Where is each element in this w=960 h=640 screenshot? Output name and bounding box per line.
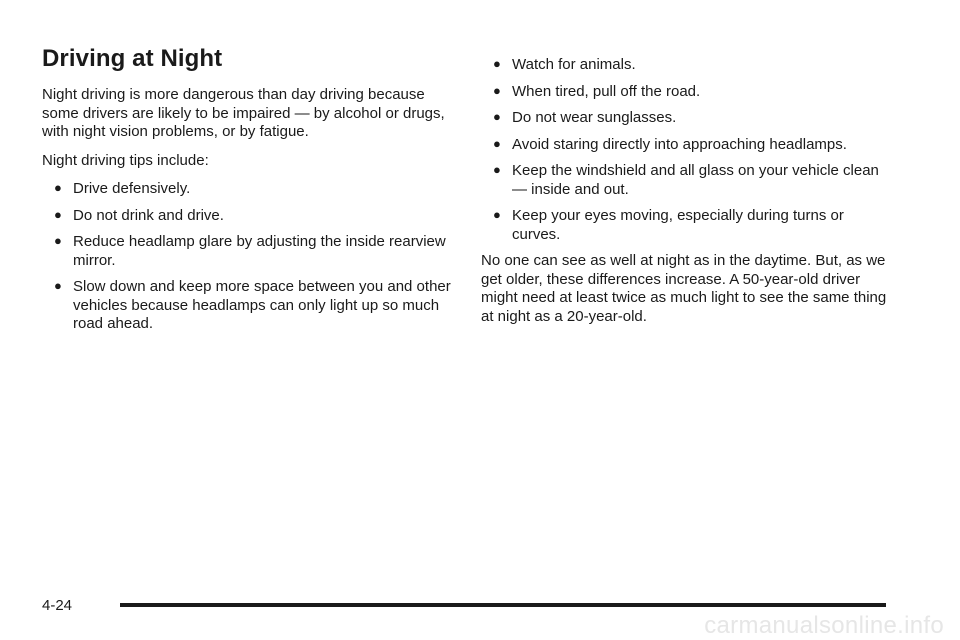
bullet-icon: ● — [493, 135, 501, 151]
list-item-text: Watch for animals. — [512, 56, 636, 73]
bullet-icon: ● — [54, 180, 62, 195]
list-item-text: Do not drink and drive. — [73, 206, 224, 224]
list-item-text: Avoid staring directly into approaching headlamps. — [512, 135, 847, 153]
footer-divider — [120, 603, 886, 607]
right-tips-list — [481, 56, 891, 244]
left-tips-list — [42, 180, 452, 334]
list-item — [481, 207, 891, 244]
list-item-text: Drive defensively. — [73, 180, 191, 197]
list-item — [42, 180, 452, 199]
list-item — [42, 207, 452, 226]
bullet-icon: ● — [493, 56, 501, 71]
bullet-icon: ● — [493, 82, 501, 98]
bullet-icon: ● — [493, 109, 501, 124]
closing-paragraph: No one can see as well at night as in the daytime. But, as we get older, these differences increase. A 50-year-old driver might need at least twice as much light to see the same thing at night as a 20-year-old. — [481, 252, 887, 325]
list-item-text: Keep the windshield and all glass on your vehicle clean — inside and out. — [512, 162, 879, 198]
bullet-icon: ● — [493, 207, 501, 222]
list-item — [42, 233, 452, 270]
watermark: carmanualsonline.info — [704, 612, 944, 639]
page-number: 4-24 — [42, 597, 73, 614]
intro-paragraph: Night driving is more dangerous than day driving because some drivers are likely to be impaired — by alcohol or drugs, with night vision problems, or by fatigue. — [42, 86, 445, 140]
right-column — [481, 56, 891, 336]
bullet-icon: ● — [54, 233, 62, 248]
list-item-text: Do not wear sunglasses. — [512, 109, 677, 126]
list-item-text: When tired, pull off the road. — [512, 82, 701, 100]
list-item-text: Slow down and keep more space between you and other vehicles because headlamps can only light up so much road ahead. — [73, 278, 451, 332]
list-item — [481, 83, 891, 102]
list-item — [481, 56, 891, 75]
list-item — [481, 109, 891, 128]
bullet-icon: ● — [493, 162, 501, 177]
list-item-text: Reduce headlamp glare by adjusting the inside rearview mirror. — [73, 233, 446, 269]
list-item — [42, 278, 452, 334]
bullet-icon: ● — [54, 278, 62, 293]
left-column — [42, 42, 452, 342]
list-item — [481, 162, 891, 199]
bullet-icon: ● — [54, 206, 62, 222]
list-item-text: Keep your eyes moving, especially during turns or curves. — [512, 207, 844, 243]
tips-intro: Night driving tips include: — [42, 151, 209, 169]
page-title: Driving at Night — [42, 45, 223, 72]
list-item — [481, 136, 891, 155]
